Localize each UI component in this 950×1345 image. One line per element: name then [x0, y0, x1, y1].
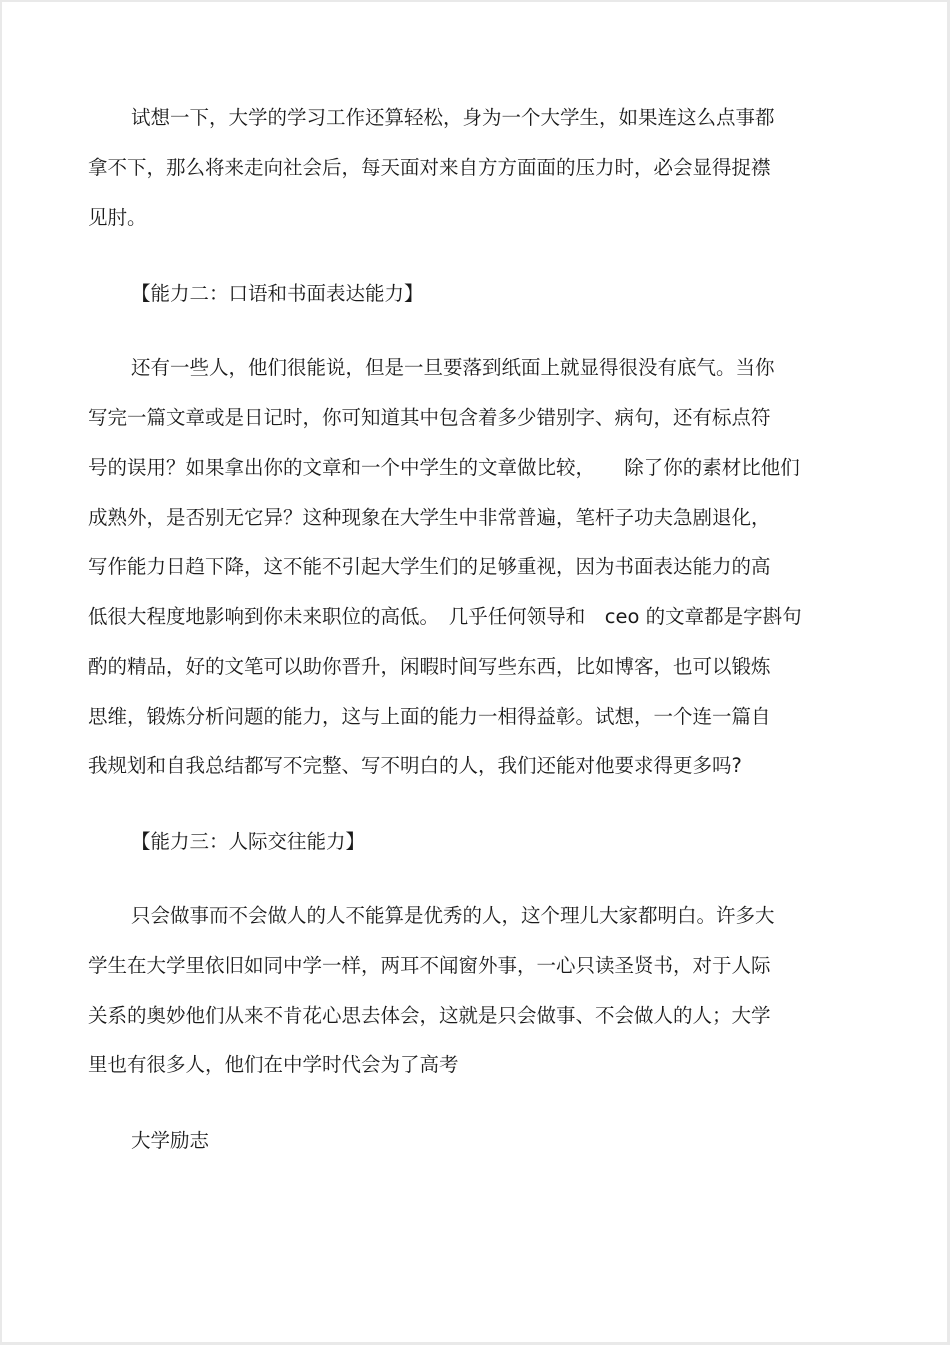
paragraph-2-line-5: 写作能力日趋下降，这不能不引起大学生们的足够重视，因为书面表达能力的高	[88, 555, 771, 578]
paragraph-3-line-3: 关系的奥妙他们从来不肯花心思去体会，这就是只会做事、不会做人的人；大学	[88, 1004, 771, 1027]
paragraph-2-line-3: 号的误用？如果拿出你的文章和一个中学生的文章做比较， 除了你的素材比他们	[88, 456, 800, 479]
paragraph-2-line-4: 成熟外，是否别无它异？这种现象在大学生中非常普遍，笔杆子功夫急剧退化，	[88, 506, 771, 529]
paragraph-2-line-2: 写完一篇文章或是日记时，你可知道其中包含着多少错别字、病句，还有标点符	[88, 406, 771, 429]
document-page	[2, 2, 947, 1342]
paragraph-1-line-1: 试想一下，大学的学习工作还算轻松，身为一个大学生，如果连这么点事都	[131, 106, 775, 129]
paragraph-2-line-7: 酌的精品，好的文笔可以助你晋升，闲暇时间写些东西，比如博客，也可以锻炼	[88, 655, 771, 678]
paragraph-1-line-3: 见肘。	[88, 206, 147, 229]
heading-ability-two: 【能力二：口语和书面表达能力】	[131, 282, 424, 305]
heading-ability-three: 【能力三：人际交往能力】	[131, 830, 366, 853]
paragraph-3-line-2: 学生在大学里依旧如同中学一样，两耳不闻窗外事，一心只读圣贤书，对于人际	[88, 954, 771, 977]
footer-label: 大学励志	[131, 1129, 210, 1152]
paragraph-3-line-1: 只会做事而不会做人的人不能算是优秀的人，这个理儿大家都明白。许多大	[131, 904, 775, 927]
paragraph-2-line-6: 低很大程度地影响到你未来职位的高低。 几乎任何领导和 ceo 的文章都是字斟句	[88, 605, 802, 628]
paragraph-2-line-1: 还有一些人，他们很能说，但是一旦要落到纸面上就显得很没有底气。当你	[131, 356, 775, 379]
paragraph-2-line-8: 思维，锻炼分析问题的能力，这与上面的能力一相得益彰。试想，一个连一篇自	[88, 705, 771, 728]
paragraph-3-line-4: 里也有很多人，他们在中学时代会为了高考	[88, 1053, 459, 1076]
paragraph-1-line-2: 拿不下，那么将来走向社会后，每天面对来自方方面面的压力时，必会显得捉襟	[88, 156, 771, 179]
paragraph-2-line-9: 我规划和自我总结都写不完整、写不明白的人，我们还能对他要求得更多吗?	[88, 754, 742, 777]
